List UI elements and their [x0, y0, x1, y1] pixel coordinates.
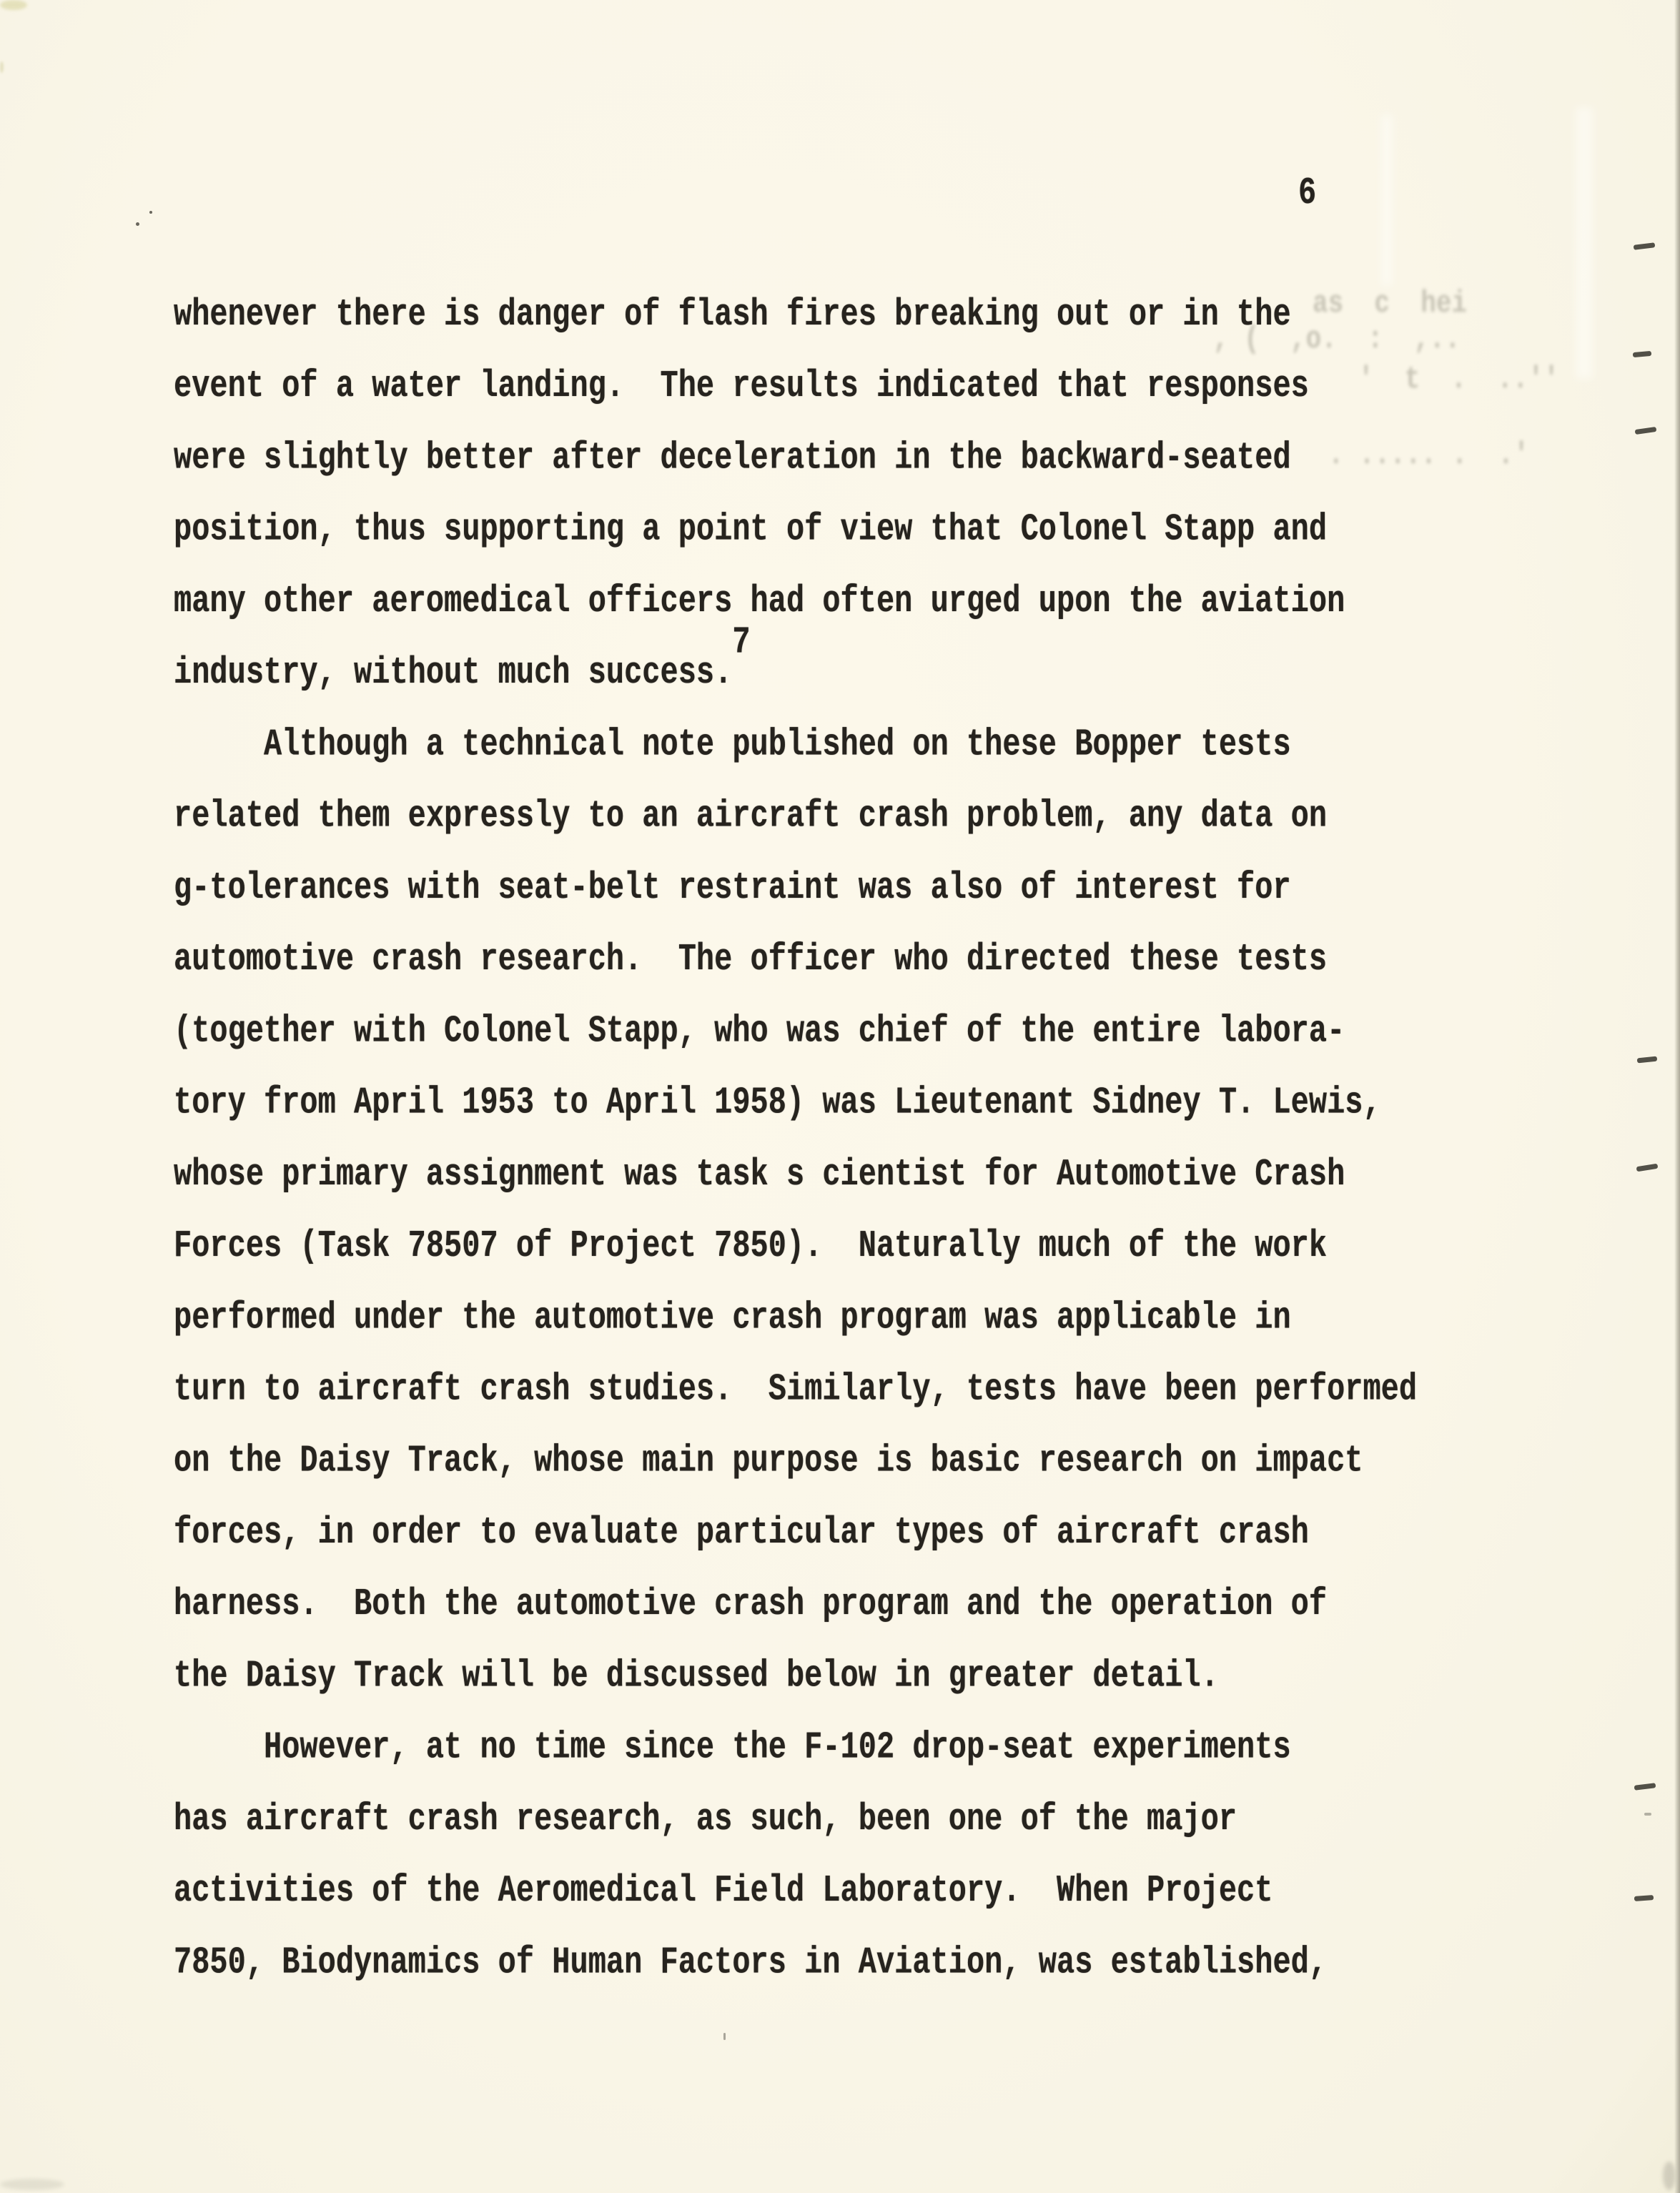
text-line: Forces (Task 78507 of Project 7850). Naturally much of the work [174, 1224, 1328, 1268]
text-line: Although a technical note published on these Bopper tests [174, 723, 1291, 766]
text-line: However, at no time since the F-102 drop-seat experiments [174, 1726, 1291, 1769]
text-line: automotive crash research. The officer who directed these tests [174, 938, 1328, 981]
margin-tick [1637, 1056, 1658, 1064]
document-body [174, 279, 1417, 1999]
corner-smudge [0, 0, 27, 10]
text-line: the Daisy Track will be discussed below in greater detail. [174, 1654, 1219, 1698]
text-line: position, thus supporting a point of view that Colonel Stapp and [174, 508, 1328, 551]
text-line: (together with Colonel Stapp, who was chief of the entire labora- [174, 1009, 1345, 1053]
text-line: forces, in order to evaluate particular types of aircraft crash [174, 1511, 1309, 1555]
margin-tick [1636, 1164, 1659, 1172]
text-line-with-footnote [174, 621, 1417, 708]
text-line: many other aeromedical officers had often urged upon the aviation [174, 580, 1345, 623]
text-line: tory from April 1953 to April 1958) was Lieutenant Sidney T. Lewis, [174, 1081, 1381, 1124]
text-line: on the Daisy Track, whose main purpose is basic research on impact [174, 1439, 1363, 1483]
ghost-print-mark: ' t . ..'' [1358, 362, 1559, 397]
text-line: has aircraft crash research, as such, been one of the major [174, 1798, 1237, 1841]
text-line: whenever there is danger of flash fires breaking out or in the [174, 293, 1291, 337]
scan-streak [1576, 107, 1593, 379]
ink-speck [136, 222, 139, 226]
scan-streak [1381, 114, 1393, 286]
text-line: related them expressly to an aircraft crash problem, any data on [174, 794, 1328, 838]
page-right-edge [1674, 0, 1680, 2193]
footnote-marker: 7 [732, 621, 751, 665]
text-line: performed under the automotive crash program was applicable in [174, 1296, 1291, 1340]
ghost-print-mark: as c hei [1313, 286, 1468, 322]
margin-tick [1634, 1783, 1656, 1791]
margin-tick [1633, 351, 1652, 357]
margin-tick [1634, 1895, 1654, 1901]
bottom-smudge [0, 2179, 64, 2190]
ghost-print-mark: , ( ,o. : ,.. [1213, 322, 1461, 357]
text-line: turn to aircraft crash studies. Similarly, tests have been performed [174, 1367, 1418, 1411]
text-line: g-tolerances with seat-belt restraint was also of interest for [174, 866, 1291, 910]
text-line: activities of the Aeromedical Field Laboratory. When Project [174, 1869, 1273, 1913]
margin-tick [1635, 427, 1657, 435]
ink-speck [149, 211, 152, 214]
edge-smudge [0, 61, 4, 73]
text-line: 7850, Biodynamics of Human Factors in Aviation, was established, [174, 1941, 1328, 1984]
text-line: harness. Both the automotive crash program and the operation of [174, 1583, 1328, 1626]
text-line: were slightly better after deceleration in the backward-seated [174, 436, 1291, 480]
page-number: 6 [1298, 172, 1317, 215]
text-line: event of a water landing. The results indicated that responses [174, 365, 1309, 408]
margin-tick [1634, 242, 1656, 250]
text-line: industry, without much success. [174, 651, 733, 695]
ink-speck [723, 2033, 726, 2040]
text-line: whose primary assignment was task s cientist for Automotive Crash [174, 1152, 1345, 1197]
ghost-print-mark: . ..... . .' [1328, 437, 1529, 473]
margin-tick [1644, 1813, 1651, 1816]
